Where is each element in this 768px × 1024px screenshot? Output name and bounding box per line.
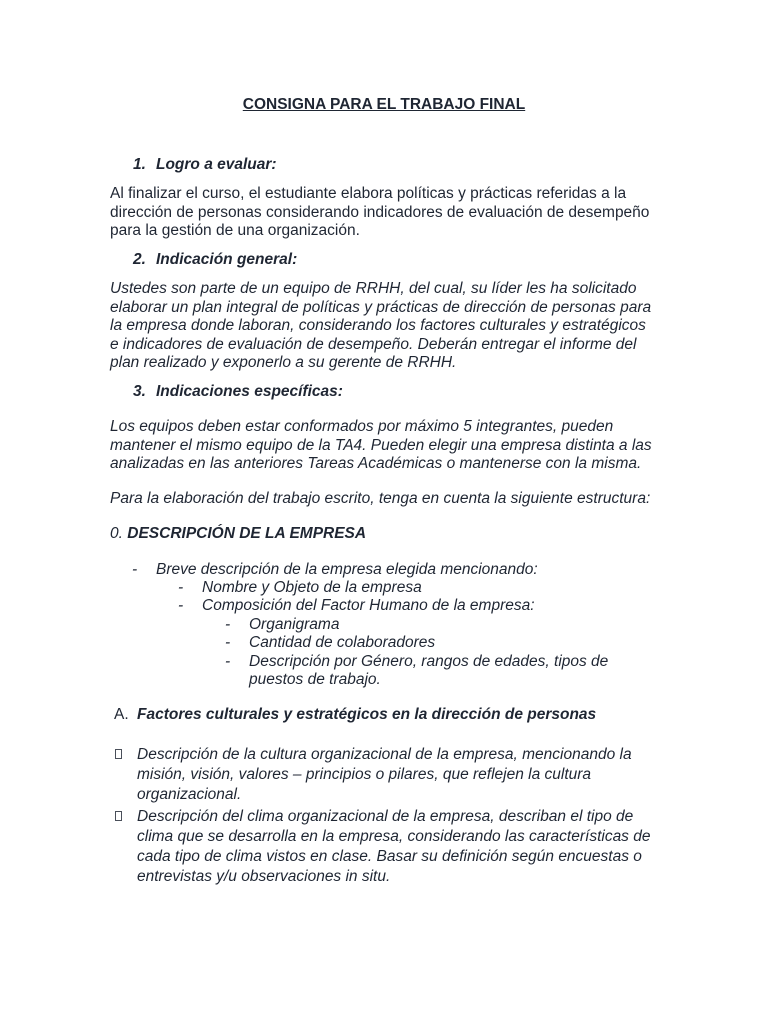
- heading-indicacion-general: [133, 251, 297, 269]
- paragraph-equipos: [110, 418, 670, 474]
- heading-descripcion-empresa: [110, 525, 366, 543]
- paragraph-indicacion-general: [110, 280, 670, 373]
- heading-number: 0.: [110, 525, 123, 542]
- text-line: Ustedes son parte de un equipo de RRHH, del cual, su líder les ha solicitado: [110, 280, 637, 297]
- bullet-item-cultura: [137, 745, 677, 805]
- paragraph-logro: [110, 185, 670, 241]
- list-item-text: Cantidad de colaboradores: [249, 634, 436, 651]
- list-item-text: Composición del Factor Humano de la empresa:: [202, 597, 535, 614]
- dash-marker: -: [225, 653, 231, 670]
- list-item-text: Descripción por Género, rangos de edades, tipos de: [249, 653, 609, 670]
- heading-letter: A.: [114, 706, 129, 723]
- text-line: e indicadores de evaluación de desempeño. Deberán entregar el informe del: [110, 335, 637, 353]
- text-line: misión, visión, valores – principios o pilares, que reflejen la cultura: [137, 766, 592, 783]
- heading-text: DESCRIPCIÓN DE LA EMPRESA: [127, 525, 367, 542]
- list-item-text: Nombre y Objeto de la empresa: [202, 579, 422, 596]
- text-line: para la gestión de una organización.: [110, 222, 360, 239]
- list-item: [225, 616, 340, 635]
- paragraph-estructura: [110, 490, 670, 509]
- list-item-text: puestos de trabajo.: [249, 671, 381, 688]
- bullet-box-icon: [115, 749, 122, 759]
- heading-text: Logro a evaluar:: [156, 156, 277, 173]
- text-line: la empresa donde laboran, considerando los factores culturales y estratégicos: [110, 317, 646, 334]
- list-item: [225, 653, 609, 672]
- text-line: entrevistas y/u observaciones in situ.: [137, 868, 391, 885]
- heading-number: 1.: [133, 156, 146, 173]
- text-line: clima que se desarrolla en la empresa, considerando las características de: [137, 828, 651, 845]
- text-line: Descripción de la cultura organizacional de la empresa, mencionando la: [137, 746, 632, 763]
- heading-factores-culturales: [114, 706, 596, 724]
- heading-text: Indicación general:: [156, 251, 298, 268]
- text-line: mantener el mismo equipo de la TA4. Pueden elegir una empresa distinta a las: [110, 436, 652, 454]
- list-item: [178, 579, 422, 598]
- list-item-text: Organigrama: [249, 616, 340, 633]
- bullet-item-clima: [137, 807, 677, 887]
- dash-marker: -: [178, 579, 184, 596]
- list-item: [132, 561, 538, 580]
- list-item: [178, 597, 535, 616]
- text-line: Los equipos deben estar conformados por máximo 5 integrantes, pueden: [110, 418, 614, 435]
- heading-number: 2.: [133, 251, 146, 268]
- dash-marker: -: [225, 634, 231, 651]
- text-line: plan realizado y exponerlo a su gerente de RRHH.: [110, 354, 457, 371]
- heading-indicaciones-especificas: [133, 383, 343, 401]
- text-line: elaborar un plan integral de políticas y prácticas de dirección de personas para: [110, 298, 652, 316]
- dash-marker: -: [178, 597, 184, 614]
- text-line: Descripción del clima organizacional de la empresa, describan el tipo de: [137, 808, 634, 825]
- dash-marker: -: [132, 561, 138, 578]
- heading-text: Factores culturales y estratégicos en la dirección de personas: [137, 706, 597, 723]
- text-line: Al finalizar el curso, el estudiante elabora políticas y prácticas referidas a la: [110, 185, 627, 202]
- heading-logro: [133, 156, 277, 174]
- text-line: cada tipo de clima vistos en clase. Basar su definición según encuestas o: [137, 848, 642, 865]
- list-item-continuation: [249, 671, 381, 690]
- bullet-box-icon: [115, 811, 122, 821]
- heading-number: 3.: [133, 383, 146, 400]
- heading-text: Indicaciones específicas:: [156, 383, 343, 400]
- dash-marker: -: [225, 616, 231, 633]
- document-title: CONSIGNA PARA EL TRABAJO FINAL: [242, 96, 526, 113]
- text-line: Para la elaboración del trabajo escrito, tenga en cuenta la siguiente estructura:: [110, 490, 651, 507]
- text-line: organizacional.: [137, 786, 242, 803]
- text-line: dirección de personas considerando indicadores de evaluación de desempeño: [110, 203, 650, 221]
- list-item-text: Breve descripción de la empresa elegida mencionando:: [156, 561, 538, 578]
- text-line: analizadas en las anteriores Tareas Académicas o mantenerse con la misma.: [110, 455, 642, 472]
- list-item: [225, 634, 436, 653]
